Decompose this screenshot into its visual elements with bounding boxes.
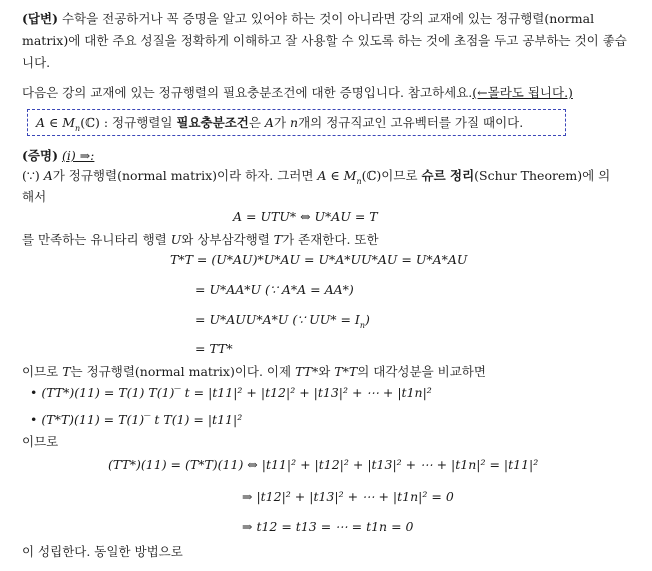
answer-tag: (답변) <box>22 11 58 26</box>
equation-1: T*T = (U*AU)*U*AU = U*A*UU*AU = U*A*AU <box>170 252 468 267</box>
theorem-lead: A ∈ M <box>36 115 76 130</box>
p3b: U <box>170 232 182 247</box>
equation-4: = TT* <box>195 341 233 356</box>
proof-line-4 <box>22 361 632 383</box>
bullet-1 <box>30 385 432 400</box>
p1f: (ℂ)이므로 <box>361 168 422 183</box>
proof-line-6: 이 성립한다. 동일한 방법으로 <box>22 544 183 559</box>
theorem-tail3: 개의 정규직교인 고유벡터를 가질 때이다. <box>298 115 524 130</box>
theorem-tail-a: A <box>264 115 274 130</box>
p1-bold: 슈르 정리 <box>421 168 475 183</box>
p3d: T <box>273 232 283 247</box>
p4d: TT* <box>295 364 319 379</box>
p1c: 가 정규행렬(normal matrix)이라 하자. 그러면 <box>52 168 318 183</box>
equation-7: ⇒ t12 = t13 = ⋯ = t1n = 0 <box>242 519 414 534</box>
theorem-box <box>27 109 566 136</box>
theorem-bold: 필요충분조건 <box>176 115 249 130</box>
bullet-2 <box>30 412 242 427</box>
p4a: 이므로 <box>22 364 63 379</box>
proof-label-line <box>22 145 632 167</box>
equation-3 <box>195 312 370 330</box>
theorem-tail-n: n <box>290 115 299 130</box>
theorem-tail1: 은 <box>248 115 265 130</box>
p4g: 의 대각성분을 비교하면 <box>357 364 486 379</box>
intro-line <box>22 82 632 104</box>
equation-6: ⇒ |t12|² + |t13|² + ⋯ + |t1n|² = 0 <box>242 489 454 504</box>
intro-text: 다음은 강의 교재에 있는 정규행렬의 필요충분조건에 대한 증명입니다. 참고하세요. <box>22 85 473 100</box>
proof-label: (증명) <box>22 148 58 163</box>
p1a: (∵) <box>22 168 44 183</box>
proof-case: (i) ⇒: <box>61 148 95 163</box>
p1d: A ∈ M <box>317 168 357 183</box>
proof-line-5: 이므로 <box>22 434 59 449</box>
equation-3-main: = U*AUU*A*U (∵ UU* = I <box>195 312 360 327</box>
equation-2: = U*AA*U (∵ A*A = AA*) <box>195 282 354 297</box>
answer-text: 수학을 전공하거나 꼭 증명을 알고 있어야 하는 것이 아니라면 강의 교재에 있는 정규행렬(normal matrix)에 대한 주요 성질을 정확하게 이해하고 잘 사용할 수 있도록 하는 것에 초점을 두고 공부하는 것이 좋습니다. <box>22 11 627 70</box>
theorem-lead-sub: n <box>75 124 81 133</box>
intro-note: (←몰라도 됩니다.) <box>472 85 573 100</box>
equation-3-sub: n <box>359 321 365 330</box>
p4c: 는 정규행렬(normal matrix)이다. 이제 <box>70 364 296 379</box>
theorem-tail2: 가 <box>273 115 291 130</box>
theorem-lead-rest: (ℂ) : 정규행렬일 <box>80 115 177 130</box>
bullet-2-text: (T*T)(11) = T(1)‾ t T(1) = |t11|² <box>41 412 243 427</box>
p4b: T <box>62 364 71 379</box>
bullet-1-text: (TT*)(11) = T(1) T(1)‾ t = |t11|² + |t12|² + |t13|² + ⋯ + |t1n|² <box>41 385 432 400</box>
bullet-dot-1: • <box>30 385 38 400</box>
p4f: T*T <box>334 364 358 379</box>
schur-equation: A = UTU* ⇔ U*AU = T <box>233 209 378 224</box>
p1e: n <box>356 177 362 186</box>
equation-5: (TT*)(11) = (T*T)(11) ⇔ |t11|² + |t12|² + |t13|² + ⋯ + |t1n|² = |t11|² <box>108 457 539 472</box>
p3a: 를 만족하는 유니타리 행렬 <box>22 232 171 247</box>
answer-paragraph <box>22 8 632 74</box>
p4e: 와 <box>318 364 335 379</box>
p3e: 가 존재한다. 또한 <box>282 232 379 247</box>
p1g: (Schur Theorem)에 의 <box>474 168 611 183</box>
proof-line-2: 해서 <box>22 189 47 204</box>
equation-3-end: ) <box>365 312 370 327</box>
bullet-dot-2: • <box>30 412 38 427</box>
p3c: 와 상부삼각행렬 <box>181 232 274 247</box>
proof-line-3 <box>22 229 632 251</box>
p1b: A <box>43 168 53 183</box>
